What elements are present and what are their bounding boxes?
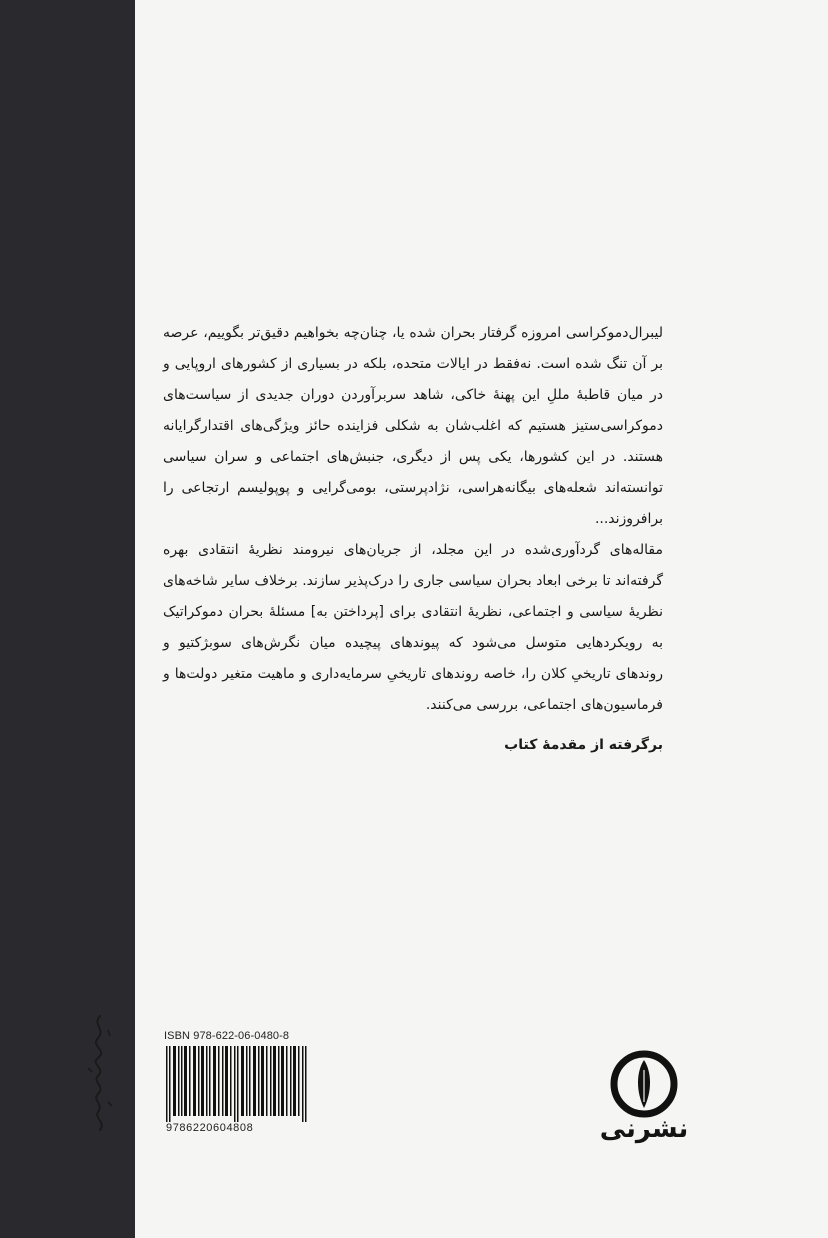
isbn-barcode xyxy=(162,1030,312,1138)
barcode-number: 9786220604808 xyxy=(166,1122,254,1134)
blurb-paragraph-1: لیبرال‌دموکراسی امروزه گرفتار بحران شده یا، چنان‌چه بخواهیم دقیق‌تر بگوییم، عرصه بر آن تنگ شده است. نه‌فقط در ایالات متحده، بلکه در بسیاری از کشورهای اروپایی و در میان قاطبهٔ مللِ این پهنهٔ خاکی، شاهد سربرآوردن دوران جدیدی از سیاست‌های دموکراسی‌ستیز هستیم که اغلب‌شان به شکلی فزاینده حائز ویژگی‌های اقتدارگرایانه هستند. در این کشورها، یکی پس از دیگری، جنبش‌های اجتماعی و سران سیاسی توانسته‌اند شعله‌های بیگانه‌هراسی، نژادپرستی، بومی‌گرایی و پوپولیسم ارتجاعی را برافروزند... xyxy=(163,325,663,527)
handwritten-signature-icon xyxy=(80,1010,120,1140)
blurb-source-note: برگرفته از مقدمهٔ کتاب xyxy=(504,737,663,753)
back-cover-blurb xyxy=(163,318,663,878)
publisher-name: نشرنی xyxy=(599,1114,689,1144)
barcode-icon xyxy=(166,1046,308,1122)
nashr-ney-logo-icon xyxy=(608,1048,680,1120)
blurb-paragraph-2: مقاله‌های گردآوری‌شده در این مجلد، از جریان‌های نیرومند نظریهٔ انتقادی بهره گرفته‌اند تا برخی ابعاد بحران سیاسی جاری را درک‌پذیر سازند. برخلاف سایر شاخه‌های نظریهٔ سیاسی و اجتماعی، نظریهٔ انتقادی برای [پرداختن به] مسئلهٔ بحران دموکراتیک به رویکردهایی متوسل می‌شود که پیوندهای پیچیده میان نگرش‌های سوبژکتیو و روندهای تاریخیِ کلان را، خاصه روندهای تاریخیِ سرمایه‌داری و ماهیت متغیر دولت‌ها و فرماسیون‌های اجتماعی، بررسی می‌کنند. xyxy=(163,542,663,713)
isbn-label: ISBN 978-622-06-0480-8 xyxy=(164,1030,290,1042)
